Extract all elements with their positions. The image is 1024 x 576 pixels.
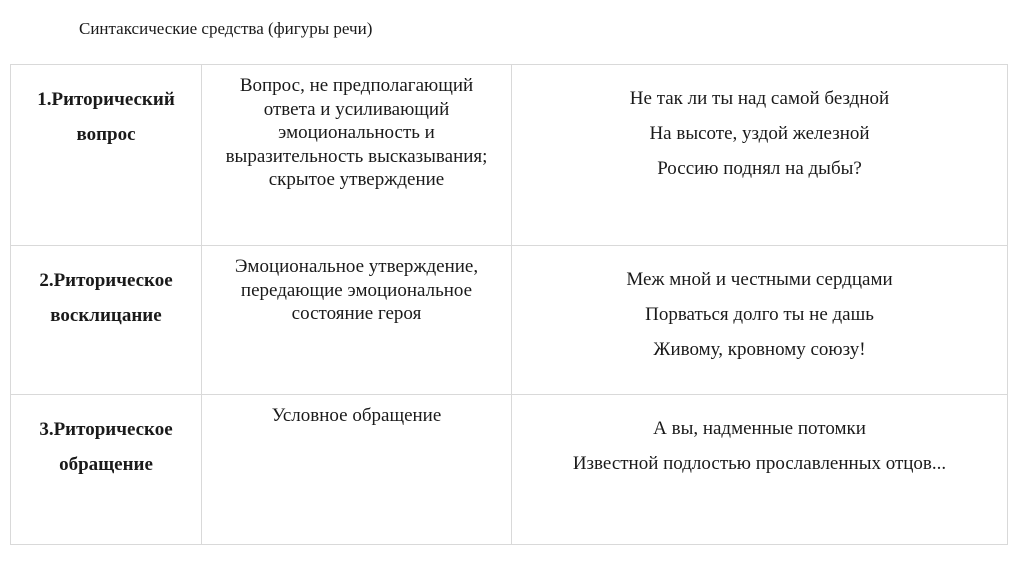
- example-line: Не так ли ты над самой бездной: [629, 88, 890, 109]
- table-row: [11, 246, 1008, 395]
- definition-text: Эмоциональное утверждение, передающие эмоциональное состояние героя: [234, 256, 479, 324]
- term-line: обращение: [59, 454, 153, 475]
- definition-cell: [202, 395, 512, 545]
- definition-cell: [202, 65, 512, 246]
- example-line: А вы, надменные потомки: [653, 418, 866, 439]
- example-cell: [512, 65, 1008, 246]
- example-line: На высоте, уздой железной: [649, 123, 870, 144]
- example-line: Россию поднял на дыбы?: [657, 158, 862, 179]
- term-line: вопрос: [76, 124, 136, 145]
- term-line: восклицание: [50, 305, 162, 326]
- example-cell: [512, 246, 1008, 395]
- table-row: [11, 395, 1008, 545]
- term-cell: [11, 65, 202, 246]
- term-line: 1.Риторический: [37, 89, 175, 110]
- figures-of-speech-table: [10, 64, 1008, 545]
- example-line: Известной подлостью прославленных отцов...: [572, 453, 947, 474]
- example-cell: [512, 395, 1008, 545]
- definition-text: Условное обращение: [271, 405, 442, 426]
- term-cell: [11, 246, 202, 395]
- term-line: 3.Риторическое: [39, 419, 173, 440]
- slide-title: Синтаксические средства (фигуры речи): [79, 19, 373, 38]
- example-line: Порваться долго ты не дашь: [645, 304, 874, 325]
- table-row: [11, 65, 1008, 246]
- definition-cell: [202, 246, 512, 395]
- example-line: Меж мной и честными сердцами: [626, 269, 893, 290]
- term-line: 2.Риторическое: [39, 270, 173, 291]
- definition-text: Вопрос, не предполагающий ответа и усиливающий эмоциональность и выразительность высказывания; скрытое утверждение: [225, 75, 488, 190]
- term-cell: [11, 395, 202, 545]
- example-line: Живому, кровному союзу!: [653, 339, 866, 360]
